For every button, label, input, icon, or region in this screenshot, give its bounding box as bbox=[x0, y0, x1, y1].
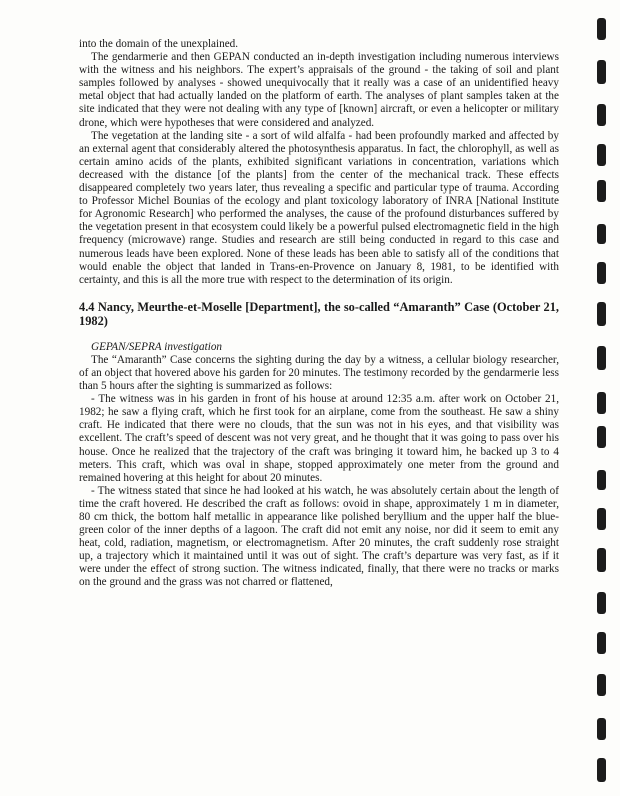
paragraph-witness-description: - The witness stated that since he had looked at his watch, he was absolutely certain about the length of time the craft hovered. He described the craft as follows: ovoid in shape, approximately 1 m in diameter, 80 cm thick, the bottom half metallic in appearance like polished beryllium and the upper half the blue-green color of the inner depths of a lagoon. The craft did not emit any noise, nor did it seem to emit any heat, cold, radiation, magnetism, or electromagnetism. After 20 minutes, the craft suddenly rose straight up, a trajectory which it maintained until it was out of sight. The craft’s departure was very fast, as if it were under the effect of strong suction. The witness indicated, finally, that there were no tracks or marks on the ground and the grass was not charred or flattened, bbox=[79, 484, 559, 589]
binder-hole-mark bbox=[597, 262, 606, 284]
binder-hole-mark bbox=[597, 508, 606, 530]
binder-hole-mark bbox=[597, 674, 606, 696]
binder-hole-mark bbox=[597, 18, 606, 40]
spacer bbox=[79, 287, 559, 300]
binder-hole-mark bbox=[597, 224, 606, 244]
binder-hole-mark bbox=[597, 426, 606, 448]
spacer bbox=[79, 328, 559, 341]
binder-hole-mark bbox=[597, 592, 606, 614]
binder-hole-mark bbox=[597, 302, 606, 326]
paragraph-investigation: The gendarmerie and then GEPAN conducted an in-depth investigation including numerous interviews with the witness and his neighbors. The expert’s appraisals of the ground - the taking of soil and plant samples followed by analyses - showed unequivocally that it really was a case of an unidentified heavy metal object that had actually landed on the platform of earth. The analyses of plant samples taken at the site indicated that they were not dealing with any type of [known] aircraft, or even a helicopter or military drone, which were hypotheses that were considered and analyzed. bbox=[79, 51, 559, 129]
paragraph-vegetation: The vegetation at the landing site - a sort of wild alfalfa - had been profoundly marked and affected by an external agent that considerably altered the photosynthesis apparatus. In fact, the chlorophyll, as well as certain amino acids of the plants, exhibited significant variations in concentration, variations which decreased with the distance [of the plants] from the center of the mechanical track. These effects disappeared completely two years later, thus revealing a specific and particular type of trauma. According to Professor Michel Bounias of the ecology and plant toxicology laboratory of INRA [National Institute for Agronomic Research] who performed the analyses, the cause of the profound disturbances suffered by the vegetation present in that ecosystem could likely be a powerful pulsed electromagnetic field in the high frequency (microwave) range. Studies and research are still being conducted in regard to this case and numerous leads have been explored. None of these leads has been able to satisfy all of the conditions that would enable the object that landed in Trans-en-Provence on January 8, 1981, to be identified with certainty, and this is all the more true with respect to the determination of its origin. bbox=[79, 129, 559, 286]
section-subheading: GEPAN/SEPRA investigation bbox=[91, 340, 223, 353]
binder-hole-mark bbox=[597, 548, 606, 572]
binder-hole-mark bbox=[597, 632, 606, 654]
binder-hole-mark bbox=[597, 180, 606, 202]
binder-hole-mark bbox=[597, 392, 606, 414]
section-heading: 4.4 Nancy, Meurthe-et-Moselle [Department], the so-called “Amaranth” Case (October 21, 1982) bbox=[79, 299, 559, 328]
document-body bbox=[79, 38, 559, 590]
binder-hole-mark bbox=[597, 470, 606, 490]
binder-hole-mark bbox=[597, 104, 606, 126]
paragraph-witness-garden: - The witness was in his garden in front of his house at around 12:35 a.m. after work on October 21, 1982; he saw a flying craft, which he first took for an airplane, come from the southeast. He saw a shiny craft. He indicated that there were no clouds, that the sun was not in his eyes, and that visibility was excellent. The craft’s speed of descent was not very great, and he thought that it was going to pass over his house. Once he realized that the trajectory of the craft was bringing it toward him, he backed up 3 to 4 meters. This craft, which was oval in shape, stopped approximately one meter from the ground and remained hovering at this height for about 20 minutes. bbox=[79, 393, 559, 484]
binder-hole-mark bbox=[597, 758, 606, 782]
binder-hole-mark bbox=[597, 718, 606, 740]
binder-hole-mark bbox=[597, 60, 606, 84]
binder-hole-mark bbox=[597, 144, 606, 166]
paragraph-continuation: into the domain of the unexplained. bbox=[79, 38, 239, 50]
paragraph-amaranth-intro: The “Amaranth” Case concerns the sighting during the day by a witness, a cellular biology researcher, of an object that hovered above his garden for 20 minutes. The testimony recorded by the gendarmerie less than 5 hours after the sighting is summarized as follows: bbox=[79, 353, 559, 393]
binder-hole-mark bbox=[597, 346, 606, 370]
